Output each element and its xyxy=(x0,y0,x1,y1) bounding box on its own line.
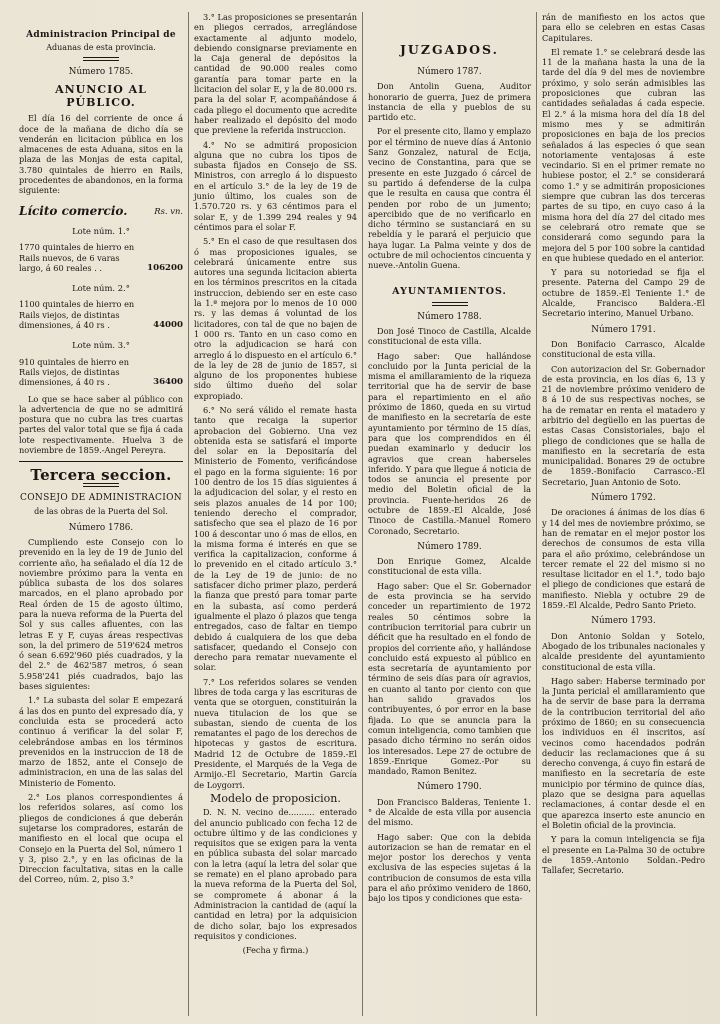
lote-1-desc: 1770 quintales de hierro en Rails nuevos, de 6 varas largo, á 60 reales . . xyxy=(19,242,135,273)
column-2 xyxy=(188,12,362,1016)
notice-paragraph: Don Enrique Gomez, Alcalde constitucional de esta villa. xyxy=(368,556,531,577)
notice-paragraph: Y para su notoriedad se fija el presente. Paterna del Campo 29 de octubre de 1859.-El Teniente 1.° de Alcalde, Francisco Baldera.-El Secretario interino, Manuel Urbano. xyxy=(542,267,705,319)
notice-paragraph: Don José Tinoco de Castilla, Alcalde constitucional de esta villa. xyxy=(368,325,531,347)
double-rule xyxy=(432,302,468,306)
notice-paragraph: Por el presente cito, llamo y emplazo por el término de nueve días á Antonio Sanz Gonzalez, natural de Ecija, vecino de Constantina, para que se presente en este Juzgado ó cárcel de su partido á defenderse de la culpa que le resulta en causa que contra él penden por robo de un jumento; apercibido que de no verificarlo en dicho término se sustanciará en su rebeldía y le parará el perjuicio que haya lugar. La Palma veinte y dos de octubre de mil ochocientos cincuenta y nueve.-Antolin Guena. xyxy=(368,126,531,271)
notice-paragraph: Hago saber: Que con la debida autorizacion se han de rematar en el mejor postor los derechos y venta exclusiva de las especies sujetas á la contribucion de consumos de esta villa para el año próximo venidero de 1860, bajo los tipos y condiciones que esta- xyxy=(368,831,531,904)
notice-paragraph: Hago saber: Haberse terminado por la Junta pericial el amillaramiento que ha de servir de base para la derrama de la contribucion territorial del año próximo de 1860; en su consecuencia los individuos en él inscritos, así vecinos como hacendados podrán deducir las reclamaciones que á su derecho convenga, á cuyo fin estará de manifiesto en la secretaría de este municipio por término de quince días, plazo que se designa para aquellas reclamaciones, á contar desde el en que aparezca inserto este anuncio en el Boletin oficial de la provincia. xyxy=(542,675,705,830)
lote-1-value: 106200 xyxy=(147,262,183,273)
notice-number: Número 1791. xyxy=(591,324,656,335)
consejo-heading: CONSEJO DE ADMINISTRACION xyxy=(20,492,182,503)
admin-subheading: Aduanas de esta provincia. xyxy=(46,43,156,52)
consejo-paragraph: 3.° Las proposiciones se presentarán en pliegos cerrados, arreglándose exactamente al adjunto modelo, debiendo consignarse previamente en la Caja general de depósitos la cantidad de 90.000 reales como garantía para tomar parte en la licitacion del solar E, y la de 80.000 rs. para la del solar F, acompañándose á cada pliego el documento que acredite haber realizado el depósito del modo que previene la referida instruccion. xyxy=(194,12,357,136)
lote-2-row xyxy=(19,299,183,330)
notice-paragraph: Y para la comun inteligencia se fija el presente en La-Palma 30 de octubre de 1859.-Antonio Soldan.-Pedro Tallafer, Secretario. xyxy=(542,834,705,876)
notice-paragraph: Don Antonio Soldan y Sotelo, Abogado de los tribunales nacionales y alcalde presidente del ayuntamiento constitucional de esta villa. xyxy=(542,630,705,672)
notice-paragraph: Con autorizacion del Sr. Gobernador de esta provincia, en los días 6, 13 y 21 de noviembre próximo venidero de 8 á 10 de sus respectivas noches, se ha de rematar en renta el matadero y arbitrio del degüello en las puertas de estas Casas Consistoriales, bajo el pliego de condiciones que se halla de manifiesto en la secretaría de esta municipalidad. Bonares 29 de octubre de 1859.-Bonifacio Carrasco.-El Secretario, Juan Antonio de Soto. xyxy=(542,363,705,487)
lote-1-row xyxy=(19,242,183,273)
lote-2-title: Lote núm. 2.° xyxy=(72,283,130,294)
consejo-subheading: de las obras de la Puerta del Sol. xyxy=(34,506,168,516)
notice-paragraph: Hago saber: Que hallándose concluido por la Junta pericial de la misma el amillaramiento de la riqueza territorial que ha de servir de base para el repartimiento en el año próximo de 1860, queda en su virtud de manifiesto en la secretaría de este ayuntamiento por término de 15 días, para que los comprendidos en él puedan examinarlo y deducir los agravios que crean haberseles inferido. Y para que llegue á noticia de todos se anuncia el presente por medio del Boletin oficial de la provincia. Fuente-heridos 26 de octubre de 1859.-El Alcalde, José Tinoco de Castilla.-Manuel Romero Coronado, Secretario. xyxy=(368,350,531,536)
notice-paragraph: De oraciones á ánimas de los días 6 y 14 del mes de noviembre próximo, se han de rematar en el mejor postor los derechos de consumos de esta villa para el año próximo, celebrándose un tercer remate el 22 del mismo si no resultase licitador en el 1.°, todo bajo el pliego de condiciones que estará de manifiesto. Niebla y octubre 29 de 1859.-El Alcalde, Pedro Santo Prieto. xyxy=(542,507,705,611)
lote-3-title: Lote núm. 3.° xyxy=(72,340,130,351)
consejo-paragraph: Cumpliendo este Consejo con lo prevenido en la ley de 19 de Junio del corriente año, ha señalado el día 12 de noviembre próximo para la venta en pública subasta de los dos solares marcados, en el plano aprobado por Real órden de 15 de agosto último, para la nueva reforma de la Puerta del Sol y sus calles afluentes, con las letras E y F, cuyas áreas respectivas son, la del primero de 519'624 metros ó sean 6.692'960 piés cuadrados, y la del 2.° de 462'587 metros, ó sean 5.958'241 piés cuadrados, bajo las bases siguientes: xyxy=(19,536,183,692)
notice-number: Número 1789. xyxy=(417,541,482,552)
admin-heading: Administracion Principal de xyxy=(26,30,176,40)
notice-paragraph: Don Bonifacio Carrasco, Alcalde constitucional de esta villa. xyxy=(542,338,705,360)
notice-paragraph: Hago saber: Que el Sr. Gobernador de esta provincia se ha servido conceder un repartimiento de 1972 reales 50 céntimos sobre la contribucion territorial para cubrir un déficit que ha resultado en el fondo de propios del corriente año, y hallándose concluido está expuesto al público en esta secretaría de ayuntamiento por término de seis días para oír agravios, en cuanto al tanto por ciento con que han salido gravados los contribuyentes, ó por error en la base fijada. Lo que se anuncia para la comun inteligencia, como tambien que pasado dicho término no serán oidos los interesados. Lepe 27 de octubre de 1859.-Enrique Gomez.-Por su mandado, Ramon Benitez. xyxy=(368,580,531,777)
lote-closing: Lo que se hace saber al público con la advertencia de que no se admitirá postura que no cubra las tres cuartas partes del valor total que se fija á cada lote respectivamente. Huelva 3 de noviembre de 1859.-Angel Pereyra. xyxy=(19,393,183,456)
modelo-heading: Modelo de proposicion. xyxy=(210,791,341,805)
double-rule xyxy=(83,57,119,61)
notice-paragraph: rán de manifiesto en los actos que para ello se celebren en estas Casas Capitulares. xyxy=(542,12,705,43)
consejo-paragraph: 1.° La subasta del solar E empezará á las dos en punto del expresado día, y concluida esta se procederá acto continuo á verificar la del solar F, celebrándose ambas en los términos prevenidos en la instruccion de 18 de marzo de 1852, ante el Consejo de administracion, en una de las salas del Ministerio de Fomento. xyxy=(19,695,183,788)
notice-paragraph: Don Antolin Guena, Auditor honorario de guerra, Juez de primera instancia de ella y pueblos de su partido etc. xyxy=(368,81,531,123)
anuncio-heading: ANUNCIO AL PÚBLICO. xyxy=(55,83,147,110)
juzgados-heading: JUZGADOS. xyxy=(400,42,499,57)
notice-paragraph: El remate 1.° se celebrará desde las 11 de la mañana hasta la una de la tarde del día 9 del mes de noviembre próximo, y solo serán admisibles las proposiciones que cubran las cantidades señaladas á cada especie. El 2.° á la misma hora del día 18 del mismo mes y se admitirán proposiciones en baja de los precios señalados á las especies ó que sean notoriamente ventajosas á este vecindario. Si en el primer remate no hubiese postor, el 2.° se considerará como 1.° y se admitirán proposiciones siempre que cubran las dos terceras partes de su tipo, en cuyo caso á la misma hora del día 27 del citado mes se celebrará otro remate que se considerará como segundo para la mejora del 5 por 100 sobre la cantidad en que hubiese quedado en el anterior. xyxy=(542,46,705,263)
lote-2-value: 44000 xyxy=(153,320,183,331)
lote-1-title: Lote núm. 1.° xyxy=(72,225,130,236)
modelo-paragraph: D. N. N. vecino de.......... enterado del anuncio publicado con fecha 12 de octubre último y de las condiciones y requisitos que se exigen para la venta en pública subasta del solar marcado con la letra (aquí la letra del solar que se remate) en el plano aprobado para la nueva reforma de la Puerta del Sol, se compromete á abonar á la Administracion la cantidad de (aquí la cantidad en letra) por la adquisicion de dicho solar, bajo los expresados requisitos y condiciones. xyxy=(194,807,357,941)
consejo-paragraph: 6.° No será válido el remate hasta tanto que recaiga la superior aprobacion del Gobierno. Una vez obtenida esta se satisfará el importe del solar en la Depositaría del Ministerio de Fomento, verificándose el pago en la forma siguiente: 16 por 100 dentro de los 15 días siguientes á la adjudicacion del solar, y el resto en seis plazos anuales de 14 por 100; teniendo derecho el comprador, satisfecho que sea el plazo de 16 por 100 á descontar uno ó mas de ellos, en la misma forma é interés en que se verifica la capitalizacion, conforme á lo prevenido en el citado artículo 3.° de la Ley de 19 de junio: de no satisfacer dicho primer plazo, perderá la fianza que prestó para tomar parte en la subasta, así como perderá igualmente el plazo ó plazos que tenga entregados, caso de faltar en tiempo debido á cualquiera de los que deba satisfacer, quedando el Consejo con derecho para rematar nuevamente el solar. xyxy=(194,404,357,673)
notice-number: Número 1785. xyxy=(68,67,134,77)
notice-paragraph: Don Francisco Balderas, Teniente 1.° de Alcalde de esta villa por ausencia del mismo. xyxy=(368,796,531,828)
currency-label: Rs. vn. xyxy=(154,205,183,216)
notice-number: Número 1792. xyxy=(591,493,656,504)
consejo-paragraph: 2.° Los planos correspondientes á los referidos solares, así como los pliegos de condiciones á que deberán sujetarse los compradores, estarán de manifiesto en el local que ocupa el Consejo en la Puerta del Sol, número 1 y 3, piso 2.°, y en las oficinas de la Direccion facultativa, sitas en la calle del Correo, núm. 2, piso 3.° xyxy=(19,792,183,885)
lote-3-value: 36400 xyxy=(153,377,183,388)
notice-number: Número 1787. xyxy=(417,67,482,77)
column-4 xyxy=(536,12,710,1016)
notice-number: Número 1793. xyxy=(591,616,656,627)
consejo-paragraph: 4.° No se admitirá proposicion alguna que no cubra los tipos de subasta fijados en Consejo de SS. Ministros, con arreglo á lo dispuesto en el artículo 3.° de la ley de 19 de junio último, los cuales son de 1.570.720 rs. y 63 céntimos para el solar E, y de 1.399 294 reales y 94 céntimos para el solar F. xyxy=(194,139,357,232)
anuncio-paragraph: El día 16 del corriente de once á doce de la mañana de dicho día se venderán en licitacion pública en los almacenes de esta Aduana, sitos en la plaza de las Monjas de esta capital, 3.780 quintales de hierro en Rails, procedentes de abandonos, en la forma siguiente: xyxy=(19,113,183,196)
fecha-firma: (Fecha y firma.) xyxy=(242,945,309,956)
section-heading: Tercera seccion. xyxy=(30,466,172,485)
consejo-paragraph: 5.° En el caso de que resultasen dos ó mas proposiciones iguales, se celebrará únicamente entre sus autores una segunda licitacion abierta en los términos prescritos en la citada instruccion, debiendo ser en este caso la 1.ª mejora por lo menos de 10 000 rs. y las demas á voluntad de los licitadores, con tal de que no bajen de 1 000 rs. Tanto en un caso como en otro la adjudicacion se hará con arreglo á lo dispuesto en el artículo 6.° de la ley de 28 de junio de 1857, si alguno de los proponentes hubiese sido último dueño del solar expropiado. xyxy=(194,236,357,401)
lote-3-desc: 910 quintales de hierro en Rails viejos, de distintas dimensiones, á 40 rs . xyxy=(19,356,129,388)
column-1 xyxy=(14,12,188,1016)
column-3 xyxy=(362,12,536,1016)
lote-2-desc: 1100 quintales de hierro en Rails viejos, de distintas dimensiones, á 40 rs . xyxy=(19,299,135,331)
lote-3-row xyxy=(19,357,183,388)
licito-row xyxy=(19,203,183,218)
licito-label: Lícito comercio. xyxy=(19,203,128,218)
consejo-paragraph: 7.° Los referidos solares se venden libres de toda carga y las escrituras de venta que se otorguen, constituirán la nueva titulacion de los que se subastan, siendo de cuenta de los rematantes el pago de los derechos de hipotecas y gastos de escritura. Madrid 12 de Octubre de 1859.-El Presidente, el Marqués de la Vega de Armijo.-El Secretario, Martin García de Loygorri. xyxy=(194,676,357,790)
ayuntamientos-heading: AYUNTAMIENTOS. xyxy=(392,285,507,297)
notice-number: Número 1786. xyxy=(68,522,134,533)
section-rule xyxy=(19,461,183,462)
notice-number: Número 1788. xyxy=(417,311,482,322)
notice-number: Número 1790. xyxy=(417,782,482,793)
